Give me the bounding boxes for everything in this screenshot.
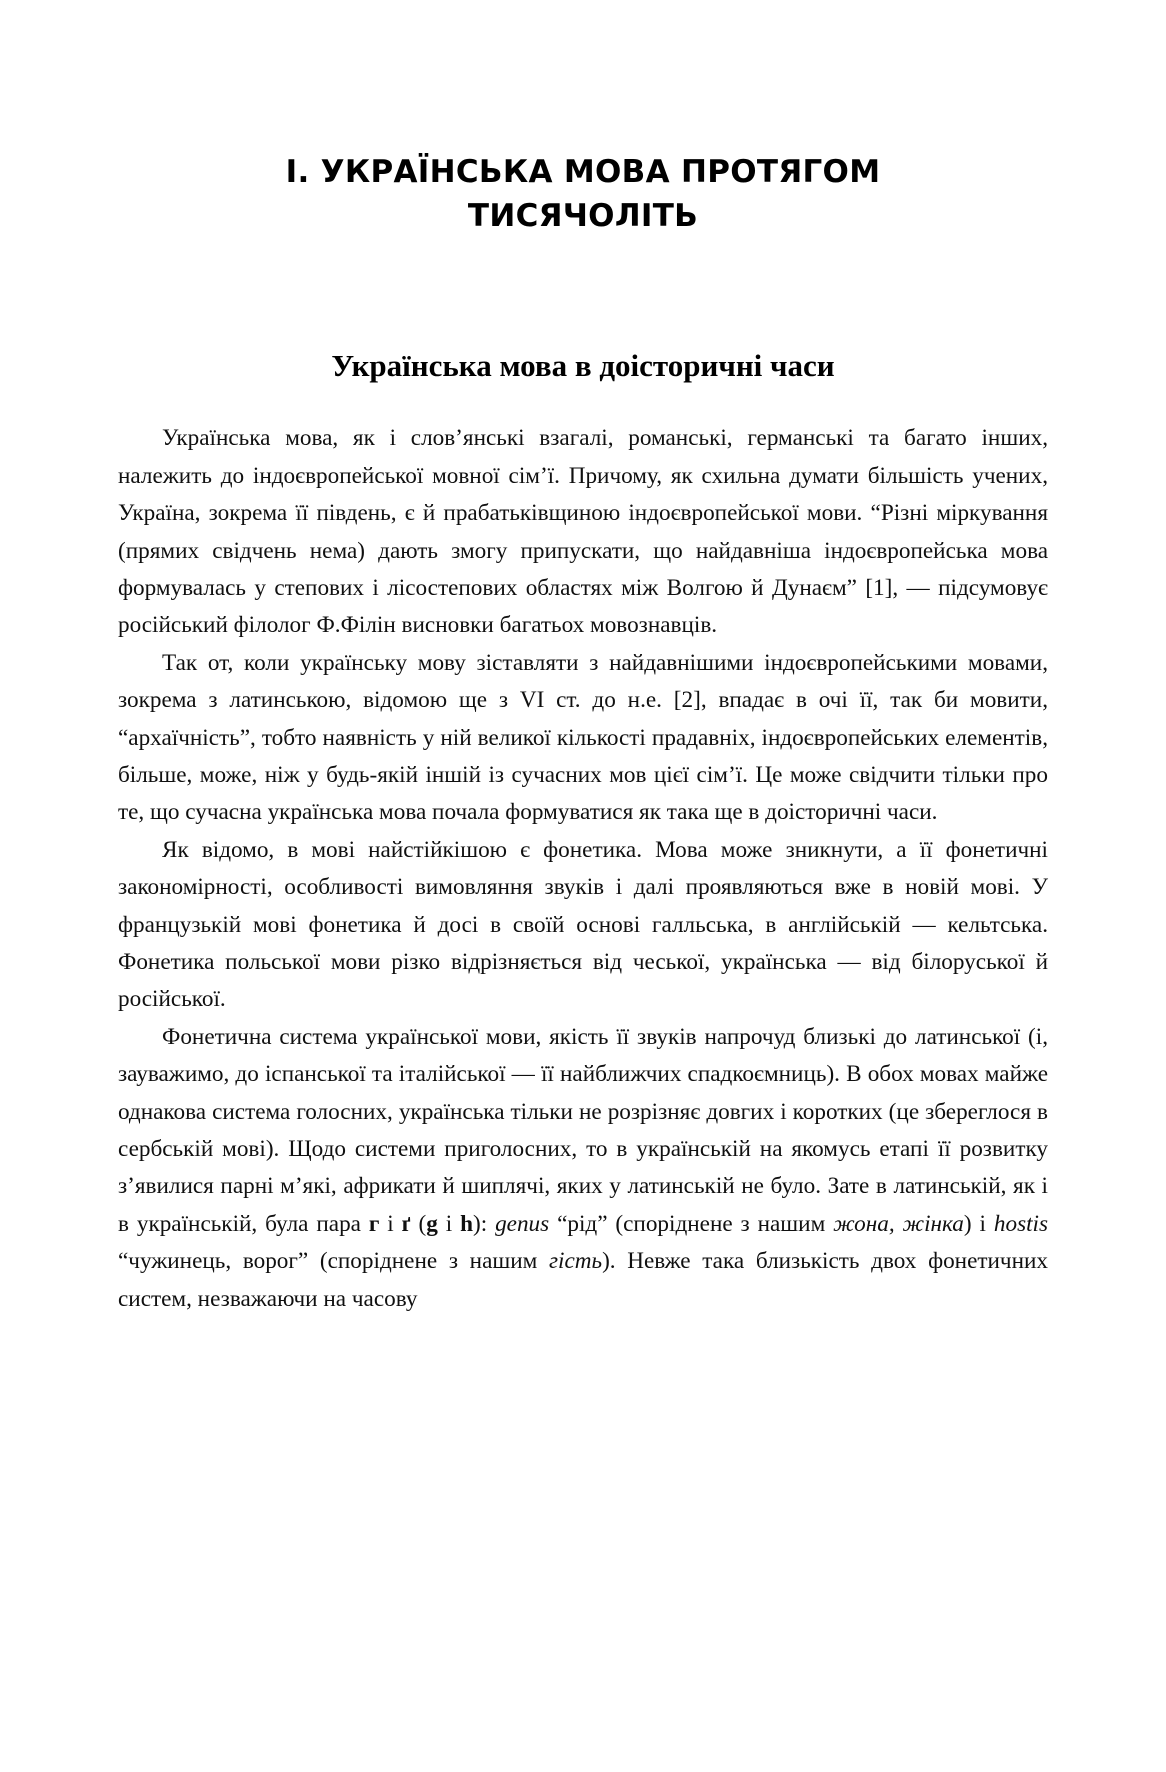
chapter-title-line-2: ТИСЯЧОЛІТЬ (467, 198, 699, 235)
text-run: “рід” (споріднене з нашим (549, 1210, 834, 1237)
text-run-italic: genus (495, 1210, 550, 1237)
text-run: ( (410, 1210, 427, 1237)
text-run: ) і (963, 1210, 994, 1237)
paragraph: Як відомо, в мові найстійкішою є фонетика. Мова може зникнути, а її фонетичні закономірності, особливості вимовляння звуків і далі проявляються вже в новій мові. У французькій мові фонетика й досі в своїй основі галльська, в англійській — кельтська. Фонетика польської мови різко відрізняється від чеської, українська — від білоруської й російської. (118, 836, 1048, 1013)
text-run: “чужинець, ворог” (споріднене з нашим (118, 1248, 549, 1275)
chapter-title-line-1: I. УКРАЇНСЬКА МОВА ПРОТЯГОМ (285, 154, 881, 190)
text-run-italic: гість (548, 1248, 603, 1275)
text-run-bold: h (460, 1210, 474, 1237)
section-title: Українська мова в доісторичні часи (331, 348, 835, 384)
text-run-italic: hostis (993, 1210, 1048, 1237)
paragraph-with-inline-markup (118, 1019, 1048, 1318)
text-run: і (379, 1210, 402, 1237)
text-run: ). Невже така близькість двох фонетичних систем, незважаючи на часову (118, 1248, 1048, 1312)
text-run: і (437, 1210, 461, 1237)
text-run-bold: г (368, 1210, 380, 1237)
text-run: Фонетична система української мови, якість її звуків напрочуд близькі до латинської (і, зауважимо, до іспанської та італійської — її найближчих спадкоємниць). В обох мовах майже однакова система голосних, українська тільки не розрізняє довгих і коротких (це збереглося в сербській мові). Щодо системи приголосних, то в українській на якомусь етапі її розвитку з’явилися парні м’які, африкати й шиплячі, яких у латинській не було. Зате в латинській, як і в українській, була пара (118, 1023, 1048, 1237)
paragraph: Так от, коли українську мову зіставляти з найдавнішими індоєвропейськими мовами, зокрема з латинською, відомою ще з VI ст. до н.е. [2], впадає в очі її, так би мовити, “архаїчність”, тобто наявність у ній великої кількості прадавніх, індоєвропейських елементів, більше, може, ніж у будь-якій іншій із сучасних мов цієї сім’ї. Це може свідчити тільки про те, що сучасна українська мова почала формуватися як така ще в доісторичні часи. (118, 649, 1048, 826)
paragraph: Українська мова, як і слов’янські взагалі, романські, германські та багато інших, належить до індоєвропейської мовної сім’ї. Причому, як схильна думати більшість учених, Україна, зокрема її південь, є й прабатьківщиною індоєвропейської мови. “Різні міркування (прямих свідчень нема) дають змогу припускати, що найдавніша індоєвропейська мова формувалась у степових і лісостепових областях між Волгою й Дунаєм” [1], — підсумовує російський філолог Ф.Філін висновки багатьох мовознавців. (118, 425, 1048, 639)
text-run-bold: g (426, 1210, 438, 1237)
text-run: ): (473, 1210, 496, 1237)
body-text (118, 420, 1048, 1318)
text-run-bold: ґ (401, 1210, 411, 1237)
chapter-title (158, 150, 1008, 238)
text-run-italic: жона, жінка (833, 1210, 964, 1237)
